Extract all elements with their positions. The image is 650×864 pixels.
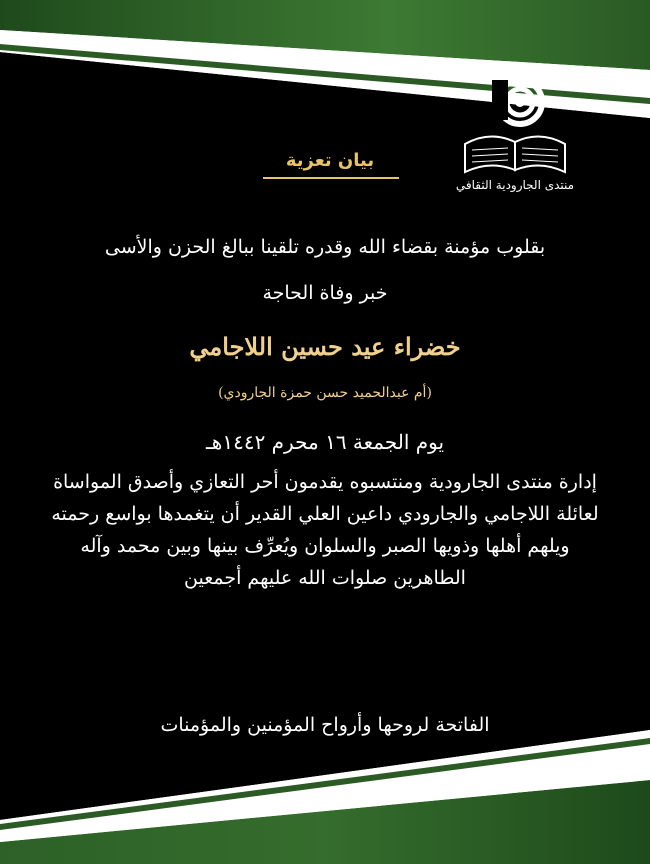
deceased-kunya: (أم عبدالحميد حسن حمزة الجارودي): [218, 385, 432, 401]
opening-line: بقلوب مؤمنة بقضاء الله وقدره تلقينا ببالغ الحزن والأسى: [104, 236, 546, 258]
page-title: بيان تعزية: [285, 150, 375, 171]
closing-line: الفاتحة لروحها وأرواح المؤمنين والمؤمنات: [160, 714, 490, 736]
logo-label: منتدى الجارودية الثقافي: [455, 178, 575, 192]
title-underline: [263, 177, 399, 179]
deceased-name: خضراء عيد حسين اللاجامي: [189, 332, 461, 361]
news-line: خبر وفاة الحاجة: [262, 282, 388, 304]
death-date: يوم الجمعة ١٦ محرم ١٤٤٢هـ: [205, 430, 445, 454]
condolence-paragraph: إدارة منتدى الجارودية ومنتسبوه يقدمون أحر التعازي وأصدق المواساة لعائلة اللاجامي والجارودي داعين العلي القدير أن يتغمدها بواسع رحمته ويلهم أهلها وذويها الصبر والسلوان ويُعرِّف بينها وبين محمد وآله الطاهرين صلوات الله عليهم أجمعين: [51, 471, 599, 589]
